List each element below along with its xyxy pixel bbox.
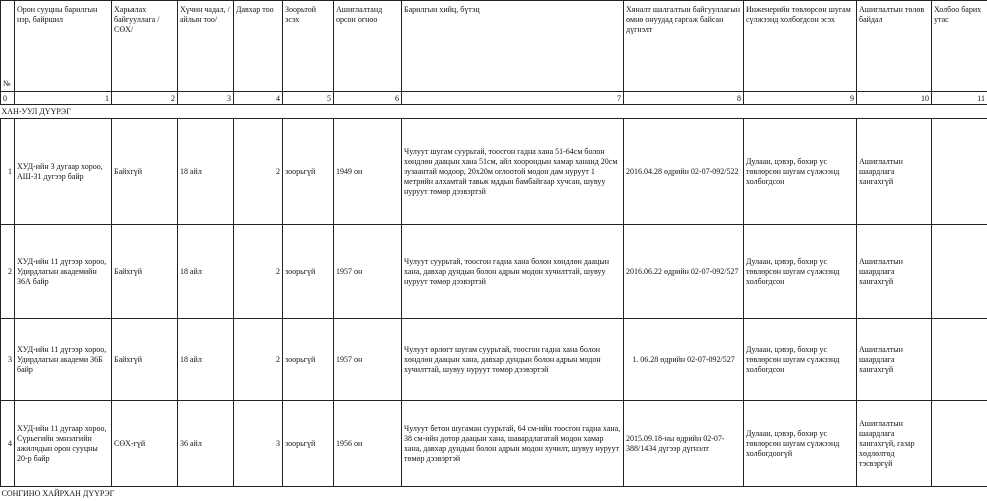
phone: [932, 119, 987, 225]
basement: зоорьгүй: [283, 319, 334, 401]
phone: [932, 401, 987, 487]
section-title: СОНГИНО ХАЙРХАН ДҮҮРЭГ: [1, 487, 987, 501]
building-name: ХУД-ийн 11 дүгээр хороо, Удирдлагын академи 36Б байр: [15, 319, 112, 401]
column-number: 1: [15, 92, 112, 105]
table-row: [1, 319, 987, 401]
building-name: ХУД-ийн 11 дугаар хороо, Сүрьегийн эмнэлгийн ажилчдын орон сууцны 20-р байр: [15, 401, 112, 487]
structure: Чулуут бетон шугаман суурьтай, 64 см-ийн тоосгон гадна хана, 38 см-ийн дотор даацын хана, шавардлагатай модон хамар хана, давхар дундын болон адрын модон хучилт, шувуу нуруут төмөр дээвэртэй: [402, 401, 624, 487]
basement: зоорьгүй: [283, 225, 334, 319]
header-phone: Холбоо барих утас: [932, 1, 987, 92]
year: 1949 он: [334, 119, 402, 225]
conclusion: 2016.06.22 өдрийн 02-07-092/527: [624, 225, 744, 319]
conclusion: 2016.04.28 өдрийн 02-07-092/522: [624, 119, 744, 225]
organization: СӨХ-гүй: [112, 401, 178, 487]
header-organization: Харьялах байгууллага /СӨХ/: [112, 1, 178, 92]
floors: 2: [234, 319, 283, 401]
status: Ашиглалтын шаардлага хангахгүй: [857, 119, 932, 225]
column-number-row: [1, 92, 987, 105]
building-name: ХУД-ийн 11 дүгээр хороо, Удирдлагын академийн 36А байр: [15, 225, 112, 319]
section-title: ХАН-УУЛ ДҮҮРЭГ: [1, 105, 987, 119]
status: Ашиглалтын шаардлага хангахгүй: [857, 319, 932, 401]
header-structure: Барилгын хийц, бүтэц: [402, 1, 624, 92]
row-number: 2: [1, 225, 15, 319]
table-row: [1, 225, 987, 319]
organization: Байхгүй: [112, 319, 178, 401]
floors: 2: [234, 119, 283, 225]
status: Ашиглалтын шаардлага хангахгүй, газар хөдлөлтөд тэсвэргүй: [857, 401, 932, 487]
column-number: 3: [178, 92, 234, 105]
phone: [932, 225, 987, 319]
structure: Чулуут шугам суурьтай, тоосгон гадна хана 51-64см болон хөндлөн даацын хана 51см, айл хоорондын хамар хананд 20см зузаантай модоор, 20х20м оглоотой модон дам нуруут 1 метрийн алхамтай тавьж мддын бамбайгаар хучсан, шувуу нуруут төмөр дээвэртэй: [402, 119, 624, 225]
header-utilities: Инженерийн төвлөрсөн шугам сүлжээнд холбогдсон эсэх: [744, 1, 857, 92]
column-number: 10: [857, 92, 932, 105]
structure: Чулуут суурьтай, тоосгон гадна хана болон хөндлөн даацын хана, давхар дундын болон адрын модон хучилттай, шувуу нуруут төмөр дээвэртэй: [402, 225, 624, 319]
utilities: Дулаан, цэвэр, бохир ус төвлөрсөн шугам сүлжээнд холбогдсон: [744, 319, 857, 401]
year: 1957 он: [334, 225, 402, 319]
capacity: 18 айл: [178, 119, 234, 225]
section-row-khan-uul: [1, 105, 987, 119]
column-number: 9: [744, 92, 857, 105]
column-number: 4: [234, 92, 283, 105]
header-no: №: [1, 1, 15, 92]
header-building-name: Орон сууцны барилгын нэр, байршил: [15, 1, 112, 92]
basement: зоорьгүй: [283, 401, 334, 487]
utilities: Дулаан, цэвэр, бохир ус төвлөрсөн шугам сүлжээнд холбогдсон: [744, 225, 857, 319]
conclusion: 1. 06.28 өдрийн 02-07-092/527: [624, 319, 744, 401]
phone: [932, 319, 987, 401]
building-name: ХУД-ийн 3 дугаар хороо, АШ-31 дугээр байр: [15, 119, 112, 225]
year: 1957 он: [334, 319, 402, 401]
header-year: Ашиглалтанд орсон огноо: [334, 1, 402, 92]
header-floors: Давхар тоо: [234, 1, 283, 92]
header-conclusion: Хяналт шалгалтын байгууллагын өмнө онуудад гаргаж байсан дүгнэлт: [624, 1, 744, 92]
column-number: 7: [402, 92, 624, 105]
conclusion: 2015.09.18-ны өдрийн 02-07-388/1434 дүгээр дүгнэлт: [624, 401, 744, 487]
table-row: [1, 401, 987, 487]
column-number: 2: [112, 92, 178, 105]
year: 1956 он: [334, 401, 402, 487]
section-row-songino-khairkhan: [1, 487, 987, 501]
row-number: 1: [1, 119, 15, 225]
capacity: 18 айл: [178, 225, 234, 319]
capacity: 36 айл: [178, 401, 234, 487]
row-number: 4: [1, 401, 15, 487]
status: Ашиглалтын шаардлага хангахгүй: [857, 225, 932, 319]
column-number: 6: [334, 92, 402, 105]
utilities: Дулаан, цэвэр, бохир ус төвлөрсөн шугам сүлжээнд холбогдсон: [744, 119, 857, 225]
header-status: Ашиглалтын төлөв байдал: [857, 1, 932, 92]
row-number: 3: [1, 319, 15, 401]
organization: Байхгүй: [112, 119, 178, 225]
column-number: 8: [624, 92, 744, 105]
header-row: [1, 1, 987, 92]
floors: 3: [234, 401, 283, 487]
header-basement: Зоорьтой эсэх: [283, 1, 334, 92]
column-number: 0: [1, 92, 15, 105]
basement: зоорьгүй: [283, 119, 334, 225]
header-capacity: Хүчин чадал, /айлын тоо/: [178, 1, 234, 92]
floors: 2: [234, 225, 283, 319]
structure: Чулуут өрлөгт шугам суурьтай, тоосгон гадна хана болон хөндлөн даацын хана, давхар дундын болон адрын модон хучилттай, шувуу нуруут төмөр дээвэртэй: [402, 319, 624, 401]
capacity: 18 айл: [178, 319, 234, 401]
utilities: Дулаан, цэвэр, бохир ус төвлөрсөн шугам сүлжээнд холбогдоогүй: [744, 401, 857, 487]
column-number: 11: [932, 92, 987, 105]
organization: Байхгүй: [112, 225, 178, 319]
column-number: 5: [283, 92, 334, 105]
table-row: [1, 119, 987, 225]
